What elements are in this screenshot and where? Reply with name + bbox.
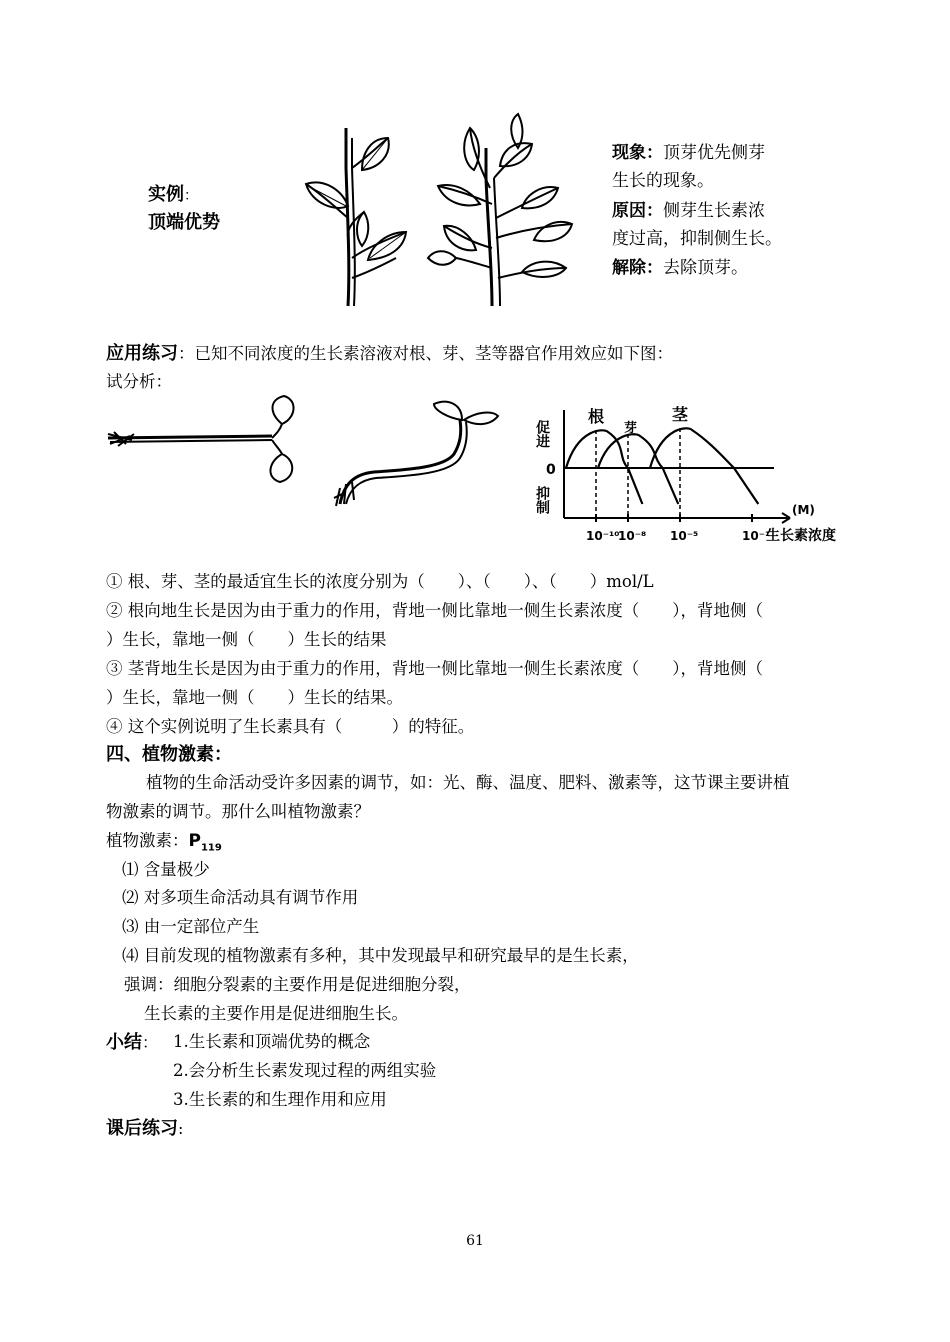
example-topic: 顶端优势 <box>148 212 220 233</box>
practice-intro: 应用练习：已知不同浓度的生长素溶液对根、芽、茎等器官作用效应如下图： <box>106 343 673 364</box>
phenomenon-line-2: 生长的现象。 <box>612 171 714 191</box>
hormone-definition: 植物激素：$P_{119}$ <box>106 831 222 854</box>
chart-series-label: 芽 <box>624 421 638 436</box>
chart-x-tick-label: 10⁻¹⁰ <box>586 529 620 543</box>
chart-series-label: 茎 <box>672 405 689 424</box>
apical-dominance-illustration <box>296 108 606 308</box>
homework-label: 课后练习: <box>106 1118 184 1139</box>
emphasis-line-1: 强调：细胞分裂素的主要作用是促进细胞分裂， <box>124 975 471 994</box>
section-4-para-line-2: 物激素的调节。那什么叫植物激素？ <box>106 802 370 821</box>
hormone-item-3: ⑶ 由一定部位产生 <box>122 917 260 936</box>
question-1: ① 根、芽、茎的最适宜生长的浓度分别为（ ）、（ ）、（ ）mol/L <box>106 572 654 591</box>
section-4-para-line-1: 植物的生命活动受许多因素的调节，如：光、酶、温度、肥料、激素等，这节课主要讲植 <box>146 773 790 792</box>
question-3-line-2: ）生长，靠地一侧（ ）生长的结果。 <box>106 688 403 707</box>
chart-x-tick-label: 10⁻⁸ <box>618 529 647 543</box>
cause-line-2: 度过高，抑制侧生长。 <box>612 229 782 249</box>
hormone-item-2: ⑵ 对多项生命活动具有调节作用 <box>122 888 359 907</box>
chart-x-tick-label: 10⁻⁵ <box>670 529 699 543</box>
phenomenon-line-1: 现象：顶芽优先侧芽 <box>612 143 765 163</box>
practice-line-2: 试分析： <box>106 372 172 391</box>
relief-line: 解除：去除顶芽。 <box>612 258 748 278</box>
emphasis-line-2: 生长素的主要作用是促进细胞生长。 <box>144 1004 408 1023</box>
question-2-line-1: ② 根向地生长是因为由于重力的作用，背地一侧比靠地一侧生长素浓度（ ），背地侧（ <box>106 601 763 620</box>
hormone-item-4: ⑷ 目前发现的植物激素有多种，其中发现最早和研究最早的是生长素， <box>122 946 639 965</box>
chart-ylabel-top: 促进 <box>534 420 550 448</box>
chart-series-line-3 <box>650 428 758 504</box>
chart-ylabel-bottom: 抑制 <box>534 486 550 514</box>
seedling-illustrations <box>104 394 524 510</box>
chart-xlabel: 生长素浓度 <box>766 528 836 544</box>
page-number: 61 <box>466 1233 484 1249</box>
summary-item-3: 3.生长素的和生理作用和应用 <box>173 1090 387 1109</box>
question-3-line-1: ③ 茎背地生长是因为由于重力的作用，背地一侧比靠地一侧生长素浓度（ ），背地侧（ <box>106 659 763 678</box>
question-4: ④ 这个实例说明了生长素具有（ ）的特征。 <box>106 717 475 736</box>
chart-unit: (M) <box>792 503 815 517</box>
summary-item-2: 2.会分析生长素发现过程的两组实验 <box>173 1061 437 1080</box>
cause-line-1: 原因：侧芽生长素浓 <box>612 201 765 221</box>
chart-zero-label: 0 <box>546 462 556 478</box>
section-4-title: 四、植物激素： <box>106 744 232 765</box>
question-2-line-2: ）生长，靠地一侧（ ）生长的结果 <box>106 630 387 649</box>
summary-item-1: 1.生长素和顶端优势的概念 <box>173 1032 371 1051</box>
hormone-item-1: ⑴ 含量极少 <box>122 860 210 879</box>
auxin-response-chart <box>534 400 850 550</box>
chart-series-label: 根 <box>588 407 605 426</box>
chart-x-tick-label: 10⁻¹ <box>742 529 771 543</box>
example-label: 实例： <box>148 184 198 205</box>
summary-label: 小结： <box>106 1032 159 1053</box>
